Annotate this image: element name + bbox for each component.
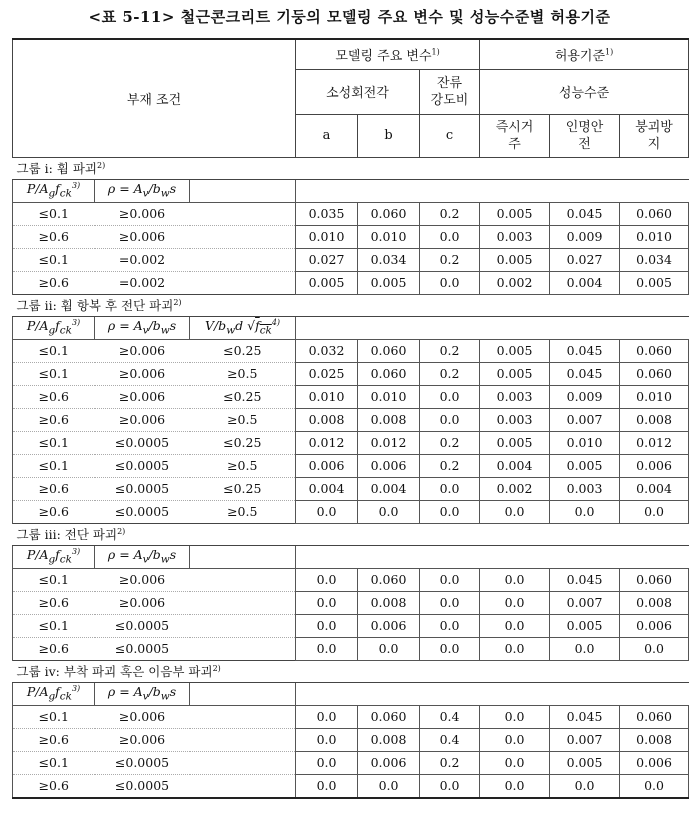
value-cell: 0.0 — [358, 774, 420, 798]
condition-cell: ≥0.006 — [95, 362, 190, 385]
value-cell: 0.008 — [620, 591, 689, 614]
value-cell: 0.008 — [620, 408, 689, 431]
value-cell: 0.0 — [420, 568, 480, 591]
group-title-text: 그룹 i: 휨 파괴 — [16, 161, 98, 176]
condition-cell — [190, 271, 296, 294]
value-cell: 0.009 — [550, 385, 620, 408]
condition-cell: ≤0.1 — [13, 248, 95, 271]
value-cell: 0.060 — [620, 705, 689, 728]
value-cell: 0.027 — [550, 248, 620, 271]
value-cell: 0.2 — [420, 202, 480, 225]
value-cell: 0.045 — [550, 362, 620, 385]
condition-cell: ≥0.006 — [95, 385, 190, 408]
value-cell: 0.010 — [296, 225, 358, 248]
value-cell: 0.0 — [296, 637, 358, 660]
condition-cell: ≤0.1 — [13, 362, 95, 385]
condition-header-cell — [95, 682, 190, 705]
value-cell: 0.0 — [420, 408, 480, 431]
value-cell: 0.0 — [296, 568, 358, 591]
value-cell: 0.006 — [358, 454, 420, 477]
io-header: 즉시거 주 — [480, 114, 550, 157]
group-title — [13, 157, 689, 179]
condition-cell: ≤0.25 — [190, 477, 296, 500]
condition-cell: =0.002 — [95, 248, 190, 271]
condition-cell: ≤0.25 — [190, 385, 296, 408]
condition-cell: ≤0.1 — [13, 202, 95, 225]
value-cell: 0.010 — [620, 225, 689, 248]
table-row — [13, 431, 689, 454]
condition-cell: ≤0.0005 — [95, 614, 190, 637]
table-row — [13, 705, 689, 728]
value-cell: 0.0 — [420, 591, 480, 614]
value-cell: 0.032 — [296, 339, 358, 362]
value-cell: 0.005 — [480, 362, 550, 385]
condition-cell: ≥0.6 — [13, 774, 95, 798]
group-title-text: 그룹 iv: 부착 파괴 혹은 이음부 파괴 — [16, 664, 213, 679]
condition-header-cell — [190, 179, 296, 202]
value-cell: 0.007 — [550, 591, 620, 614]
value-cell: 0.006 — [358, 614, 420, 637]
condition-header-text: $P/A_gf_{ck}$ — [26, 684, 72, 703]
group-title-footnote: 2) — [212, 663, 221, 673]
condition-cell: ≤0.0005 — [95, 477, 190, 500]
condition-cell: ≥0.006 — [95, 202, 190, 225]
condition-cell: ≥0.5 — [190, 362, 296, 385]
value-cell: 0.006 — [620, 454, 689, 477]
condition-cell — [190, 591, 296, 614]
value-cell: 0.006 — [620, 751, 689, 774]
condition-cell: ≥0.6 — [13, 225, 95, 248]
value-cell: 0.010 — [550, 431, 620, 454]
value-cell: 0.0 — [420, 614, 480, 637]
value-cell: 0.0 — [550, 637, 620, 660]
value-cell: 0.045 — [550, 202, 620, 225]
condition-header-cell — [95, 545, 190, 568]
value-cell: 0.0 — [420, 271, 480, 294]
condition-cell — [190, 248, 296, 271]
condition-header-text: $\rho = A_v/b_ws$ — [107, 547, 177, 566]
table-row — [13, 408, 689, 431]
value-cell: 0.060 — [358, 202, 420, 225]
value-cell: 0.004 — [620, 477, 689, 500]
value-cell: 0.008 — [296, 408, 358, 431]
group-title-row — [13, 157, 689, 179]
condition-cell — [190, 614, 296, 637]
value-cell: 0.002 — [480, 271, 550, 294]
value-cell: 0.060 — [620, 568, 689, 591]
value-cell: 0.0 — [480, 774, 550, 798]
group-title-footnote: 2) — [97, 160, 106, 170]
condition-header-row — [13, 682, 689, 705]
group-title-footnote: 2) — [173, 297, 182, 307]
value-cell: 0.060 — [358, 339, 420, 362]
group-title-row — [13, 660, 689, 682]
value-cell: 0.009 — [550, 225, 620, 248]
col-a-header: a — [296, 114, 358, 157]
condition-cell: ≥0.6 — [13, 408, 95, 431]
value-cell: 0.005 — [550, 454, 620, 477]
value-cell: 0.0 — [358, 637, 420, 660]
value-cell: 0.012 — [358, 431, 420, 454]
table-row — [13, 591, 689, 614]
value-cell: 0.010 — [296, 385, 358, 408]
condition-cell: ≥0.6 — [13, 477, 95, 500]
value-cell: 0.0 — [296, 751, 358, 774]
value-cell: 0.0 — [480, 614, 550, 637]
value-cell: 0.005 — [480, 202, 550, 225]
condition-header-text: $\rho = A_v/b_ws$ — [107, 684, 177, 703]
value-cell: 0.0 — [480, 751, 550, 774]
table-row — [13, 271, 689, 294]
value-cell: 0.0 — [296, 500, 358, 523]
value-cell: 0.005 — [550, 751, 620, 774]
condition-header-cell — [190, 545, 296, 568]
col-c-header: c — [420, 114, 480, 157]
value-cell: 0.010 — [358, 385, 420, 408]
plastic-rotation-header: 소성회전각 — [296, 69, 420, 114]
condition-cell: ≥0.006 — [95, 568, 190, 591]
condition-footnote: 3) — [71, 318, 81, 328]
condition-header-cell — [13, 682, 95, 705]
condition-header-row — [13, 316, 689, 339]
condition-cell — [190, 568, 296, 591]
value-cell: 0.0 — [296, 774, 358, 798]
condition-cell: ≥0.5 — [190, 500, 296, 523]
value-cell: 0.4 — [420, 705, 480, 728]
value-cell: 0.004 — [358, 477, 420, 500]
cp-header: 붕괴방 지 — [620, 114, 689, 157]
value-cell: 0.012 — [620, 431, 689, 454]
col-b-header: b — [358, 114, 420, 157]
value-cell: 0.2 — [420, 362, 480, 385]
condition-header-text: $P/A_gf_{ck}$ — [26, 547, 72, 566]
condition-cell: ≤0.0005 — [95, 454, 190, 477]
value-cell: 0.060 — [620, 202, 689, 225]
table-row — [13, 774, 689, 798]
value-cell: 0.0 — [480, 591, 550, 614]
group-title-row — [13, 523, 689, 545]
condition-cell: ≤0.25 — [190, 339, 296, 362]
table-body — [13, 39, 689, 798]
value-cell: 0.035 — [296, 202, 358, 225]
blank-cell — [296, 682, 689, 705]
condition-cell: ≥0.6 — [13, 385, 95, 408]
condition-header-row — [13, 545, 689, 568]
group-title — [13, 523, 689, 545]
value-cell: 0.003 — [480, 225, 550, 248]
value-cell: 0.2 — [420, 248, 480, 271]
condition-cell: ≥0.6 — [13, 728, 95, 751]
condition-cell — [190, 774, 296, 798]
group-title-row — [13, 294, 689, 316]
blank-cell — [296, 545, 689, 568]
condition-cell: =0.002 — [95, 271, 190, 294]
table-row — [13, 225, 689, 248]
condition-footnote: 3) — [71, 181, 81, 191]
condition-cell: ≤0.0005 — [95, 500, 190, 523]
value-cell: 0.0 — [550, 774, 620, 798]
condition-cell: ≤0.0005 — [95, 751, 190, 774]
condition-header-text: $\rho = A_v/b_ws$ — [107, 318, 177, 337]
value-cell: 0.005 — [620, 271, 689, 294]
value-cell: 0.0 — [420, 500, 480, 523]
value-cell: 0.0 — [620, 774, 689, 798]
value-cell: 0.0 — [480, 728, 550, 751]
value-cell: 0.003 — [550, 477, 620, 500]
value-cell: 0.004 — [550, 271, 620, 294]
value-cell: 0.060 — [358, 705, 420, 728]
value-cell: 0.008 — [358, 408, 420, 431]
table-row — [13, 751, 689, 774]
value-cell: 0.005 — [480, 431, 550, 454]
acceptance-criteria-table — [12, 38, 689, 799]
value-cell: 0.0 — [480, 568, 550, 591]
value-cell: 0.006 — [358, 751, 420, 774]
value-cell: 0.0 — [480, 705, 550, 728]
value-cell: 0.004 — [480, 454, 550, 477]
condition-cell: ≥0.006 — [95, 339, 190, 362]
value-cell: 0.003 — [480, 408, 550, 431]
value-cell: 0.4 — [420, 728, 480, 751]
value-cell: 0.008 — [358, 728, 420, 751]
condition-header-cell — [190, 316, 296, 339]
condition-cell: ≤0.1 — [13, 454, 95, 477]
condition-header-cell — [190, 682, 296, 705]
member-condition-header: 부재 조건 — [13, 39, 296, 157]
condition-header-cell — [13, 545, 95, 568]
condition-cell — [190, 751, 296, 774]
value-cell: 0.007 — [550, 408, 620, 431]
acceptance-header: 허용기준$^{1)}$ — [480, 39, 689, 69]
value-cell: 0.027 — [296, 248, 358, 271]
table-row — [13, 568, 689, 591]
table-row — [13, 248, 689, 271]
condition-cell: ≤0.1 — [13, 614, 95, 637]
group-title-text: 그룹 ii: 휨 항복 후 전단 파괴 — [16, 298, 174, 313]
condition-header-text: $V/b_wd$ $√f_{ck}$ — [204, 318, 272, 337]
table-row — [13, 202, 689, 225]
value-cell: 0.2 — [420, 751, 480, 774]
value-cell: 0.060 — [358, 568, 420, 591]
condition-cell — [190, 202, 296, 225]
value-cell: 0.0 — [358, 500, 420, 523]
group-title — [13, 660, 689, 682]
condition-cell: ≤0.25 — [190, 431, 296, 454]
condition-footnote: 3) — [71, 547, 81, 557]
value-cell: 0.0 — [296, 614, 358, 637]
value-cell: 0.045 — [550, 339, 620, 362]
condition-footnote: 4) — [271, 318, 281, 328]
condition-header-cell — [13, 179, 95, 202]
table-row — [13, 477, 689, 500]
value-cell: 0.0 — [420, 774, 480, 798]
value-cell: 0.002 — [480, 477, 550, 500]
condition-cell: ≤0.1 — [13, 751, 95, 774]
condition-cell: ≤0.1 — [13, 568, 95, 591]
page-title: <표 5-11> 철근콘크리트 기둥의 모델링 주요 변수 및 성능수준별 허용기준 — [88, 8, 611, 26]
condition-header-cell — [95, 316, 190, 339]
value-cell: 0.005 — [480, 339, 550, 362]
condition-header-text: $P/A_gf_{ck}$ — [26, 181, 72, 200]
value-cell: 0.2 — [420, 339, 480, 362]
condition-cell: ≤0.0005 — [95, 637, 190, 660]
condition-header-cell — [13, 316, 95, 339]
value-cell: 0.006 — [620, 614, 689, 637]
value-cell: 0.060 — [620, 339, 689, 362]
value-cell: 0.034 — [358, 248, 420, 271]
value-cell: 0.2 — [420, 431, 480, 454]
condition-footnote: 3) — [71, 684, 81, 694]
condition-cell: ≤0.0005 — [95, 431, 190, 454]
condition-cell: ≥0.006 — [95, 408, 190, 431]
value-cell: 0.2 — [420, 454, 480, 477]
value-cell: 0.0 — [296, 728, 358, 751]
value-cell: 0.008 — [620, 728, 689, 751]
value-cell: 0.0 — [550, 500, 620, 523]
condition-cell: ≤0.1 — [13, 705, 95, 728]
table-row — [13, 500, 689, 523]
condition-header-text: $P/A_gf_{ck}$ — [26, 318, 72, 337]
performance-level-header: 성능수준 — [480, 69, 689, 114]
group-title-footnote: 2) — [117, 526, 126, 536]
value-cell: 0.010 — [358, 225, 420, 248]
condition-cell: ≥0.006 — [95, 728, 190, 751]
value-cell: 0.0 — [296, 705, 358, 728]
condition-header-cell — [95, 179, 190, 202]
blank-cell — [296, 179, 689, 202]
ls-header: 인명안 전 — [550, 114, 620, 157]
value-cell: 0.005 — [296, 271, 358, 294]
condition-cell: ≥0.5 — [190, 408, 296, 431]
condition-cell — [190, 705, 296, 728]
value-cell: 0.005 — [550, 614, 620, 637]
table-row — [13, 339, 689, 362]
value-cell: 0.005 — [358, 271, 420, 294]
table-row — [13, 728, 689, 751]
condition-cell: ≥0.6 — [13, 500, 95, 523]
group-title — [13, 294, 689, 316]
condition-cell: ≥0.006 — [95, 225, 190, 248]
value-cell: 0.045 — [550, 705, 620, 728]
condition-cell: ≥0.5 — [190, 454, 296, 477]
table-row — [13, 362, 689, 385]
condition-header-text: $\rho = A_v/b_ws$ — [107, 181, 177, 200]
condition-header-row — [13, 179, 689, 202]
value-cell: 0.0 — [420, 385, 480, 408]
condition-cell: ≥0.6 — [13, 271, 95, 294]
value-cell: 0.0 — [296, 591, 358, 614]
value-cell: 0.0 — [420, 477, 480, 500]
value-cell: 0.0 — [480, 637, 550, 660]
value-cell: 0.0 — [420, 225, 480, 248]
table-row — [13, 385, 689, 408]
condition-cell — [190, 225, 296, 248]
group-title-text: 그룹 iii: 전단 파괴 — [16, 527, 118, 542]
condition-cell — [190, 637, 296, 660]
condition-cell: ≥0.6 — [13, 591, 95, 614]
condition-cell: ≥0.006 — [95, 591, 190, 614]
value-cell: 0.060 — [358, 362, 420, 385]
residual-strength-header: 잔류 강도비 — [420, 69, 480, 114]
value-cell: 0.003 — [480, 385, 550, 408]
value-cell: 0.0 — [620, 500, 689, 523]
value-cell: 0.045 — [550, 568, 620, 591]
blank-cell — [296, 316, 689, 339]
condition-cell: ≥0.006 — [95, 705, 190, 728]
value-cell: 0.007 — [550, 728, 620, 751]
table-row — [13, 614, 689, 637]
value-cell: 0.034 — [620, 248, 689, 271]
value-cell: 0.0 — [420, 637, 480, 660]
condition-cell: ≤0.1 — [13, 339, 95, 362]
condition-cell: ≥0.6 — [13, 637, 95, 660]
value-cell: 0.010 — [620, 385, 689, 408]
value-cell: 0.008 — [358, 591, 420, 614]
value-cell: 0.006 — [296, 454, 358, 477]
modeling-params-header: 모델링 주요 변수$^{1)}$ — [296, 39, 480, 69]
value-cell: 0.0 — [480, 500, 550, 523]
condition-cell: ≤0.0005 — [95, 774, 190, 798]
value-cell: 0.012 — [296, 431, 358, 454]
condition-cell: ≤0.1 — [13, 431, 95, 454]
table-row — [13, 637, 689, 660]
value-cell: 0.0 — [620, 637, 689, 660]
value-cell: 0.025 — [296, 362, 358, 385]
value-cell: 0.004 — [296, 477, 358, 500]
value-cell: 0.060 — [620, 362, 689, 385]
value-cell: 0.005 — [480, 248, 550, 271]
condition-cell — [190, 728, 296, 751]
table-row — [13, 454, 689, 477]
